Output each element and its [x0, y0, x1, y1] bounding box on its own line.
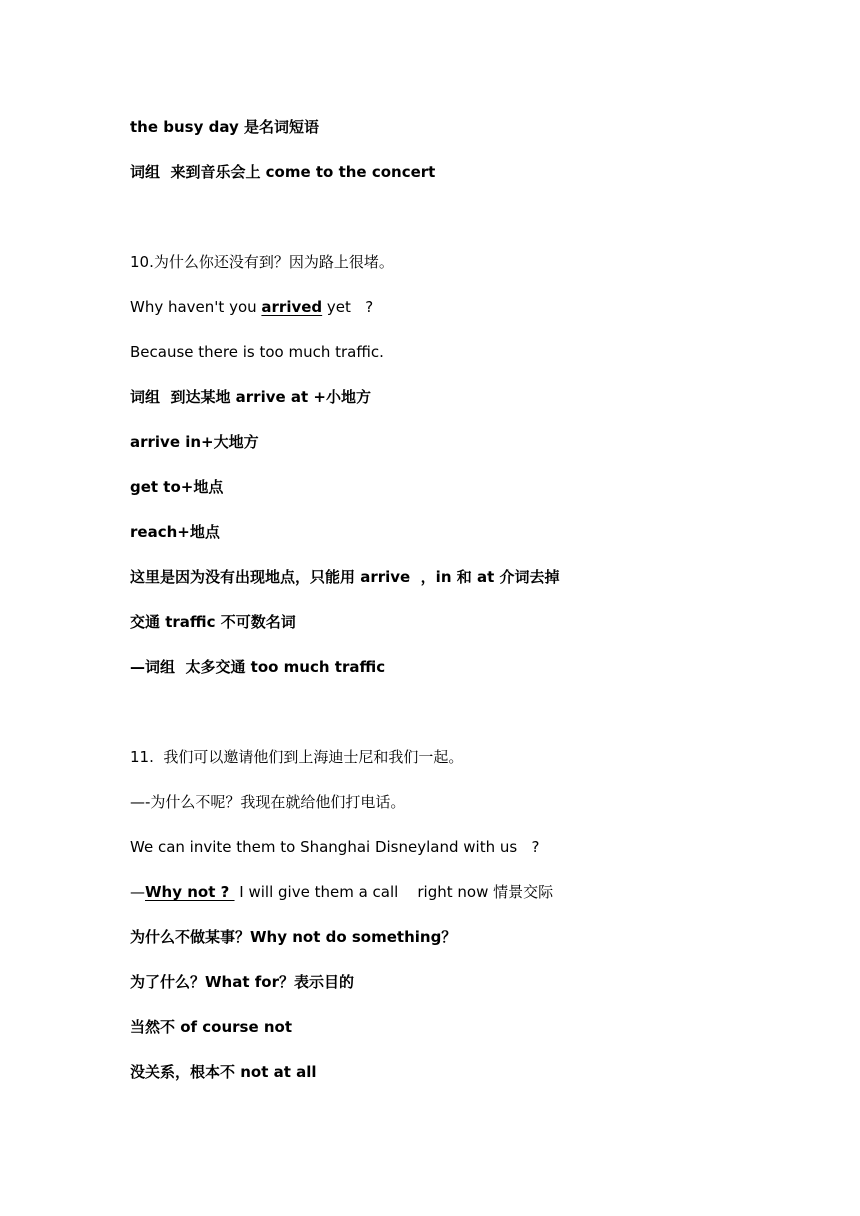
underlined-keyword: Why not ?: [145, 883, 235, 901]
text-line: —-为什么不呢？我现在就给他们打电话。: [130, 793, 406, 811]
text-line: 词组 到达某地 arrive at +小地方: [130, 388, 371, 406]
text-line: 交通 traffic 不可数名词: [130, 613, 296, 631]
text-line: reach+地点: [130, 523, 220, 541]
text-segment: —: [130, 883, 145, 901]
text-segment: yet ?: [322, 298, 374, 316]
text-segment: Why haven't you: [130, 298, 262, 316]
text-line: [130, 882, 553, 902]
text-line: We can invite them to Shanghai Disneyland with us ?: [130, 838, 540, 856]
text-line: 词组 来到音乐会上 come to the concert: [130, 163, 436, 181]
text-line: [130, 297, 373, 317]
text-line: 为什么不做某事？Why not do something？: [130, 928, 457, 946]
text-line: 为了什么？What for？表示目的: [130, 973, 354, 991]
text-line: Because there is too much traffic.: [130, 343, 384, 361]
text-line: 当然不 of course not: [130, 1018, 293, 1036]
question-heading: 11. 我们可以邀请他们到上海迪士尼和我们一起。: [130, 748, 464, 766]
text-line: the busy day 是名词短语: [130, 118, 319, 136]
text-line: arrive in+大地方: [130, 433, 259, 451]
text-line: 这里是因为没有出现地点，只能用 arrive ，in 和 at 介词去掉: [130, 568, 560, 586]
underlined-keyword: arrived: [261, 298, 323, 316]
question-heading: 10.为什么你还没有到？因为路上很堵。: [130, 253, 394, 271]
text-line: 没关系，根本不 not at all: [130, 1063, 317, 1081]
text-line: —词组 太多交通 too much traffic: [130, 658, 386, 676]
text-line: get to+地点: [130, 478, 224, 496]
text-segment: I will give them a call right now 情景交际: [234, 883, 554, 901]
